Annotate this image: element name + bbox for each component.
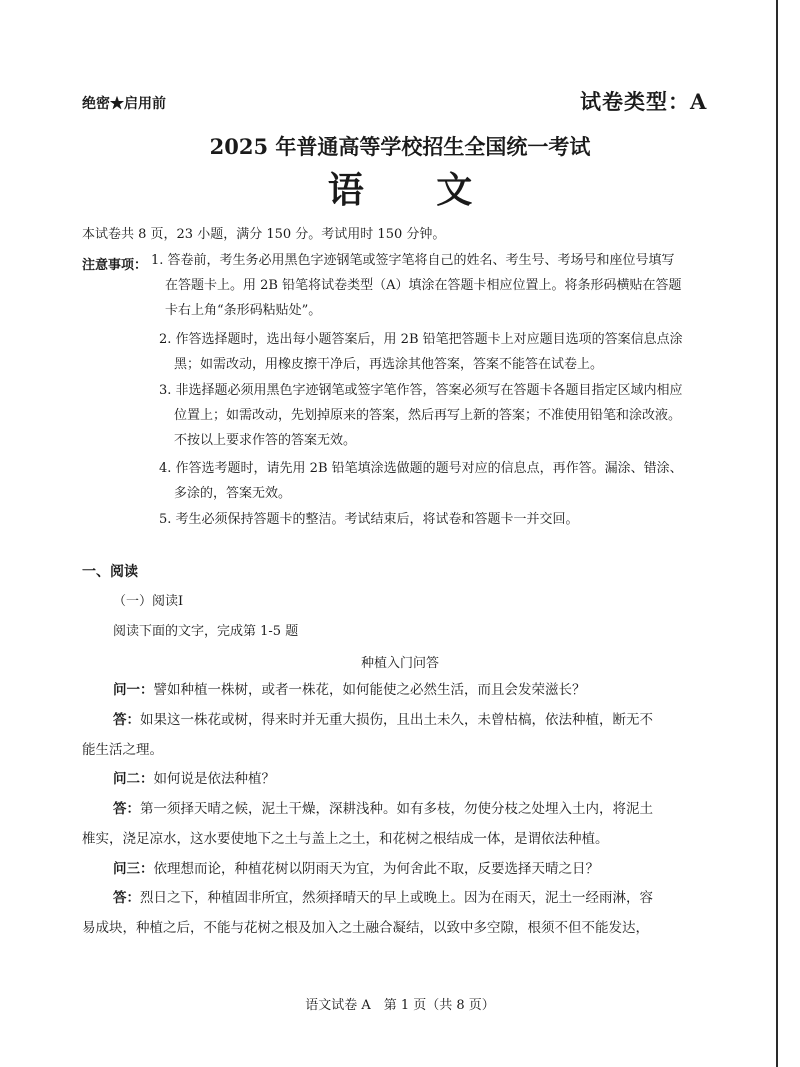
- article-paragraph: [113, 708, 653, 728]
- article-title: 种植入门问答: [360, 656, 439, 671]
- exam-title: 2025 年普通高等学校招生全国统一考试: [209, 134, 591, 159]
- notice-label: 注意事项：: [82, 258, 148, 273]
- notice-line: 在答题卡上。用 2B 铅笔将试卷类型（A）填涂在答题卡相应位置上。将条形码横贴在答题: [165, 278, 682, 293]
- article-paragraph: [113, 678, 586, 698]
- article-paragraph: [82, 738, 163, 758]
- subsection-heading: （一）阅读I: [113, 594, 184, 609]
- qa-text: 易成块，种植之后，不能与花树之根及加入之土融合凝结，以致中多空隙，根须不但不能发达，: [82, 920, 649, 936]
- qa-text: 第一须择天晴之候，泥土干燥，深耕浅种。如有多枝，勿使分枝之处埋入土内，将泥土: [140, 801, 653, 817]
- qa-text: 如果这一株花或树，得来时并无重大损伤，且出土未久，未曾枯槁，依法种植，断无不: [140, 712, 653, 728]
- notice-line: 位置上；如需改动，先划掉原来的答案，然后再写上新的答案；不准使用铅笔和涂改液。: [174, 408, 682, 423]
- notice-line: 黑；如需改动，用橡皮擦干净后，再选涂其他答案，答案不能答在试卷上。: [174, 357, 604, 372]
- notice-line: 4. 作答选考题时，请先用 2B 铅笔填涂选做题的题号对应的信息点，再作答。漏涂、错涂、: [159, 461, 683, 476]
- confidential-label: 绝密★启用前: [82, 96, 166, 112]
- qa-label: 答：: [113, 712, 140, 728]
- qa-text: 譬如种植一株树，或者一株花，如何能使之必然生活，而且会发荣滋长？: [153, 682, 586, 698]
- notice-line: 5. 考生必须保持答题卡的整洁。考试结束后，将试卷和答题卡一并交回。: [159, 512, 579, 527]
- qa-label: 问二：: [113, 771, 154, 787]
- article-paragraph: [82, 916, 649, 936]
- notice-line: 1. 答卷前，考生务必用黑色字迹钢笔或签字笔将自己的姓名、考生号、考场号和座位号填写: [151, 253, 675, 268]
- qa-label: 问一：: [113, 682, 154, 698]
- subject-title: 语 文: [327, 169, 503, 211]
- article-paragraph: [113, 767, 275, 787]
- qa-text: 椎实，浇足凉水，这水要使地下之土与盖上之土，和花树之根结成一体，是谓依法种植。: [82, 831, 609, 847]
- qa-text: 能生活之理。: [82, 742, 163, 758]
- qa-label: 问三：: [113, 861, 154, 877]
- qa-text: 烈日之下，种植固非所宜，然须择晴天的早上或晚上。因为在雨天，泥土一经雨淋，容: [140, 890, 653, 906]
- notice-line: 2. 作答选择题时，选出每小题答案后，用 2B 铅笔把答题卡上对应题目选项的答案信息点涂: [159, 332, 683, 347]
- article-paragraph: [113, 857, 599, 877]
- article-paragraph: [113, 886, 653, 906]
- qa-label: 答：: [113, 801, 140, 817]
- exam-meta: 本试卷共 8 页，23 小题，满分 150 分。考试用时 150 分钟。: [82, 227, 446, 242]
- notice-line: 卡右上角“条形码粘贴处”。: [165, 303, 322, 318]
- qa-text: 依理想而论，种植花树以阴雨天为宜，为何舍此不取，反要选择天晴之日？: [153, 861, 599, 877]
- notice-line: 不按以上要求作答的答案无效。: [174, 433, 357, 448]
- qa-label: 答：: [113, 890, 140, 906]
- reading-instruction: 阅读下面的文字，完成第 1-5 题: [113, 624, 299, 639]
- article-paragraph: [82, 827, 609, 847]
- notice-line: 3. 非选择题必须用黑色字迹钢笔或签字笔作答，答案必须写在答题卡各题目指定区域内相应: [159, 383, 683, 398]
- article-paragraph: [113, 797, 653, 817]
- section-heading: 一、阅读: [82, 564, 138, 580]
- paper-type: 试卷类型：A: [580, 89, 708, 114]
- page-footer: 语文试卷 A 第 1 页（共 8 页）: [305, 998, 495, 1013]
- qa-text: 如何说是依法种植？: [153, 771, 275, 787]
- notice-line: 多涂的，答案无效。: [174, 486, 292, 501]
